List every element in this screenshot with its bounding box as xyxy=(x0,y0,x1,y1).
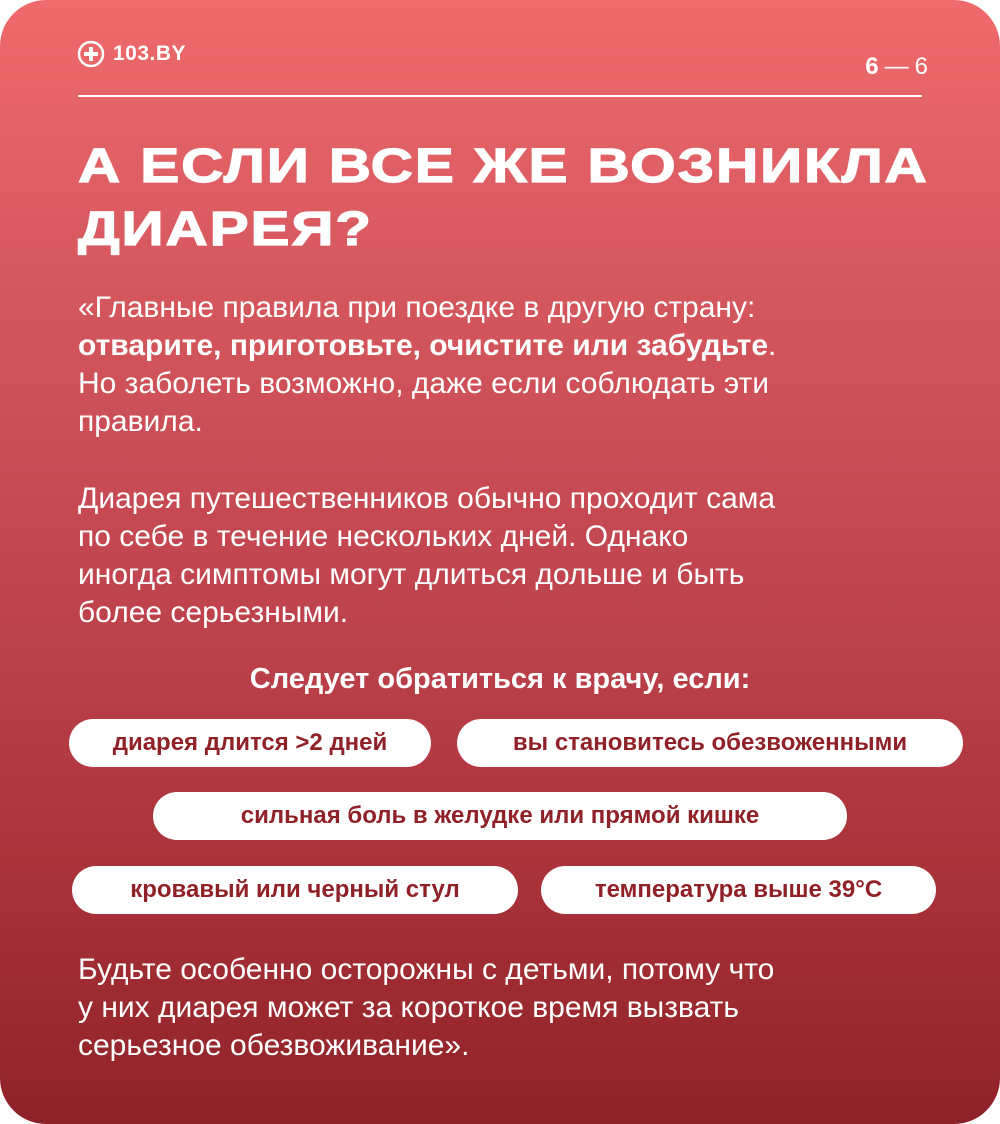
brand-name: 103.BY xyxy=(113,42,187,65)
title-line-2: ДИАРЕЯ? xyxy=(78,203,373,256)
doctor-subheading: Следует обратиться к врачу, если: xyxy=(249,663,751,695)
condition-pill: вы становитесь обезвоженными xyxy=(457,719,963,767)
page-separator: — xyxy=(884,53,909,80)
condition-pill: сильная боль в желудке или прямой кишке xyxy=(153,792,847,840)
children-line-2: у них диарея может за короткое время вызвать xyxy=(78,991,739,1024)
intro-line-3: Но заболеть возможно, даже если соблюдать эти xyxy=(78,367,770,400)
intro-line-1: «Главные правила при поездке в другую страну: xyxy=(78,291,756,324)
header-divider xyxy=(78,95,922,97)
title-line-1: А ЕСЛИ ВСЕ ЖЕ ВОЗНИКЛА xyxy=(78,140,929,193)
brand-logo[interactable] xyxy=(77,38,186,70)
page-current: 6 xyxy=(865,53,879,80)
intro-paragraph xyxy=(78,289,948,441)
duration-line-2: по себе в течение нескольких дней. Однако xyxy=(78,520,689,553)
page-total: 6 xyxy=(914,53,928,80)
children-paragraph xyxy=(78,951,948,1065)
page-counter xyxy=(865,52,928,82)
rules-emphasis: отварите, приготовьте, очистите или забудьте xyxy=(78,329,769,362)
duration-paragraph xyxy=(78,480,948,632)
intro-line-4: правила. xyxy=(78,405,203,438)
children-line-3: серьезное обезвоживание». xyxy=(78,1029,470,1062)
duration-line-4: более серьезными. xyxy=(78,596,349,629)
condition-pill: диарея длится >2 дней xyxy=(69,719,431,767)
duration-line-1: Диарея путешественников обычно проходит сама xyxy=(78,482,776,515)
intro-line-2 xyxy=(78,327,948,365)
plus-circle-icon xyxy=(77,40,105,68)
children-line-1: Будьте особенно осторожны с детьми, потому что xyxy=(78,953,775,986)
rules-period: . xyxy=(768,329,777,362)
condition-pill: кровавый или черный стул xyxy=(72,866,518,914)
condition-pill: температура выше 39°C xyxy=(541,866,936,914)
page-title xyxy=(78,135,1000,261)
duration-line-3: иногда симптомы могут длиться дольше и быть xyxy=(78,558,745,591)
